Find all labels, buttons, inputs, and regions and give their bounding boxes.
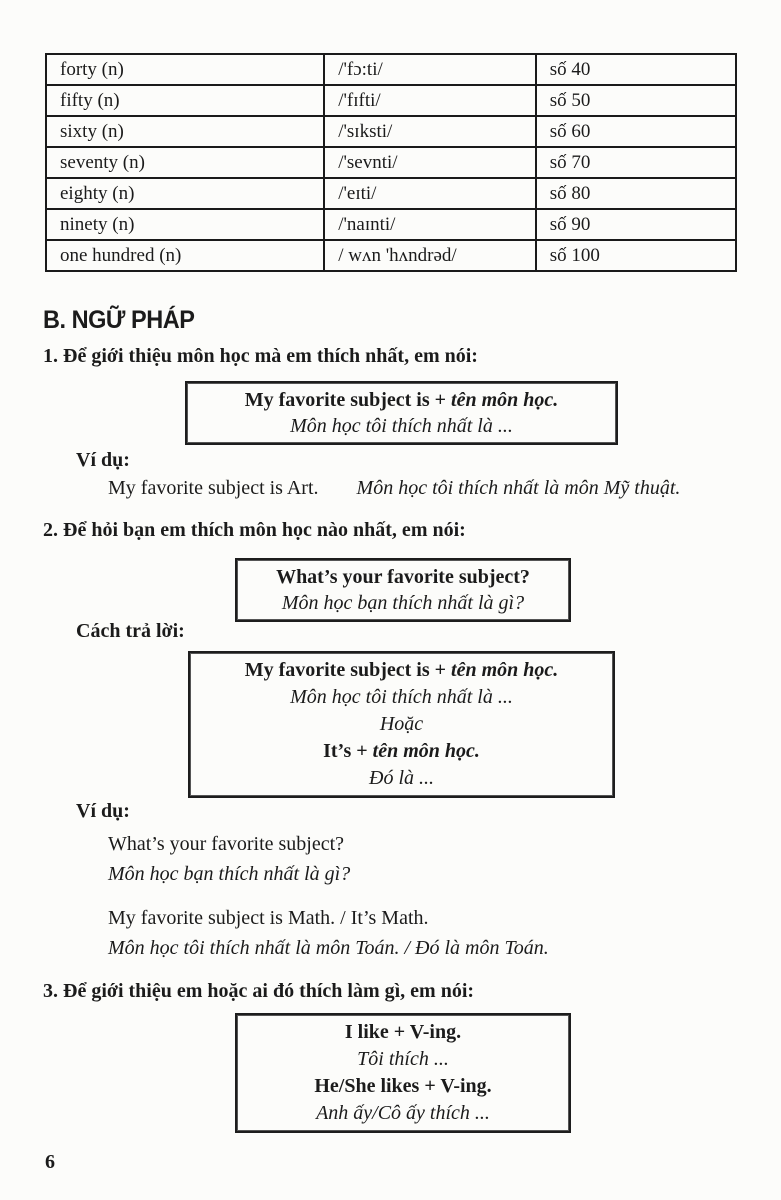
grammar-section-heading: B. NGỮ PHÁP (43, 306, 195, 334)
example-2-question-en: What’s your favorite subject? (108, 833, 345, 855)
vocab-meaning-cell: số 40 (536, 54, 736, 85)
formula-variable: tên môn học. (451, 389, 559, 411)
vocab-row (46, 116, 736, 147)
example-2-answer-vi: Môn học tôi thích nhất là môn Toán. / Đó là môn Toán. (108, 937, 549, 959)
vocab-word-cell: eighty (n) (46, 178, 324, 209)
example-2-question-vi: Môn học bạn thích nhất là gì? (108, 863, 351, 885)
question-en-line: What’s your favorite subject? (276, 566, 530, 588)
likes-vi2-line: Anh ấy/Cô ấy thích ... (316, 1102, 490, 1124)
vocab-row (46, 54, 736, 85)
vocab-meaning-cell: số 50 (536, 85, 736, 116)
vocab-row (46, 178, 736, 209)
vocab-ipa-cell: /'eɪti/ (324, 178, 536, 209)
vocab-meaning-cell: số 60 (536, 116, 736, 147)
grammar-point-3-title: 3. Để giới thiệu em hoặc ai đó thích làm gì, em nói: (43, 980, 475, 1002)
likes-en1-line: I like + V-ing. (344, 1021, 462, 1043)
formula-box-favorite-subject (185, 381, 618, 445)
answer-vi2-line: Đó là ... (369, 767, 434, 789)
vocab-meaning-cell: số 100 (536, 240, 736, 271)
formula-vi-line: Môn học tôi thích nhất là ... (290, 415, 513, 437)
vocab-word-cell: one hundred (n) (46, 240, 324, 271)
question-vi-line: Môn học bạn thích nhất là gì? (281, 592, 525, 614)
example-label-1: Ví dụ: (76, 449, 130, 471)
formula-en-line: My favorite subject is + tên môn học. (244, 389, 559, 411)
answer-formula-box (188, 651, 615, 798)
vocab-row (46, 147, 736, 178)
vocab-ipa-cell: / wʌn 'hʌndrəd/ (324, 240, 536, 271)
vocab-ipa-cell: /'naɪnti/ (324, 209, 536, 240)
example-1-line (108, 477, 680, 500)
grammar-point-1-title: 1. Để giới thiệu môn học mà em thích nhất, em nói: (43, 345, 478, 367)
vocab-ipa-cell: /'sevnti/ (324, 147, 536, 178)
formula-variable: tên môn học. (372, 740, 480, 762)
vocab-word-cell: sixty (n) (46, 116, 324, 147)
vocab-meaning-cell: số 80 (536, 178, 736, 209)
vocab-row (46, 240, 736, 271)
formula-variable: tên môn học. (451, 659, 559, 681)
vocab-word-cell: fifty (n) (46, 85, 324, 116)
likes-formula-box (235, 1013, 571, 1133)
example-label-2: Ví dụ: (76, 800, 130, 822)
example-1-vi: Môn học tôi thích nhất là môn Mỹ thuật. (356, 477, 681, 499)
answer-en1-line: My favorite subject is + tên môn học. (244, 659, 559, 681)
page-number: 6 (45, 1151, 55, 1173)
grammar-point-2-title: 2. Để hỏi bạn em thích môn học nào nhất, em nói: (43, 519, 466, 541)
likes-vi1-line: Tôi thích ... (357, 1048, 449, 1070)
vocab-row (46, 209, 736, 240)
answer-label: Cách trả lời: (76, 620, 185, 642)
example-2-block (108, 829, 549, 963)
question-formula-box (235, 558, 571, 622)
answer-vi1-line: Môn học tôi thích nhất là ... (290, 686, 513, 708)
vocab-word-cell: seventy (n) (46, 147, 324, 178)
vocab-word-cell: forty (n) (46, 54, 324, 85)
vocab-ipa-cell: /'fɔ:ti/ (324, 54, 536, 85)
example-1-en: My favorite subject is Art. (108, 477, 319, 499)
vocab-word-cell: ninety (n) (46, 209, 324, 240)
vocab-table (45, 53, 737, 272)
answer-en2-line: It’s + tên môn học. (323, 740, 480, 762)
vocab-meaning-cell: số 70 (536, 147, 736, 178)
answer-or-line: Hoặc (379, 713, 424, 735)
vocab-ipa-cell: /'fɪfti/ (324, 85, 536, 116)
vocab-meaning-cell: số 90 (536, 209, 736, 240)
example-2-answer-en: My favorite subject is Math. / It’s Math. (108, 907, 429, 929)
likes-en2-line: He/She likes + V-ing. (314, 1075, 492, 1097)
example-spacer (108, 889, 549, 903)
vocab-ipa-cell: /'sɪksti/ (324, 116, 536, 147)
vocab-row (46, 85, 736, 116)
